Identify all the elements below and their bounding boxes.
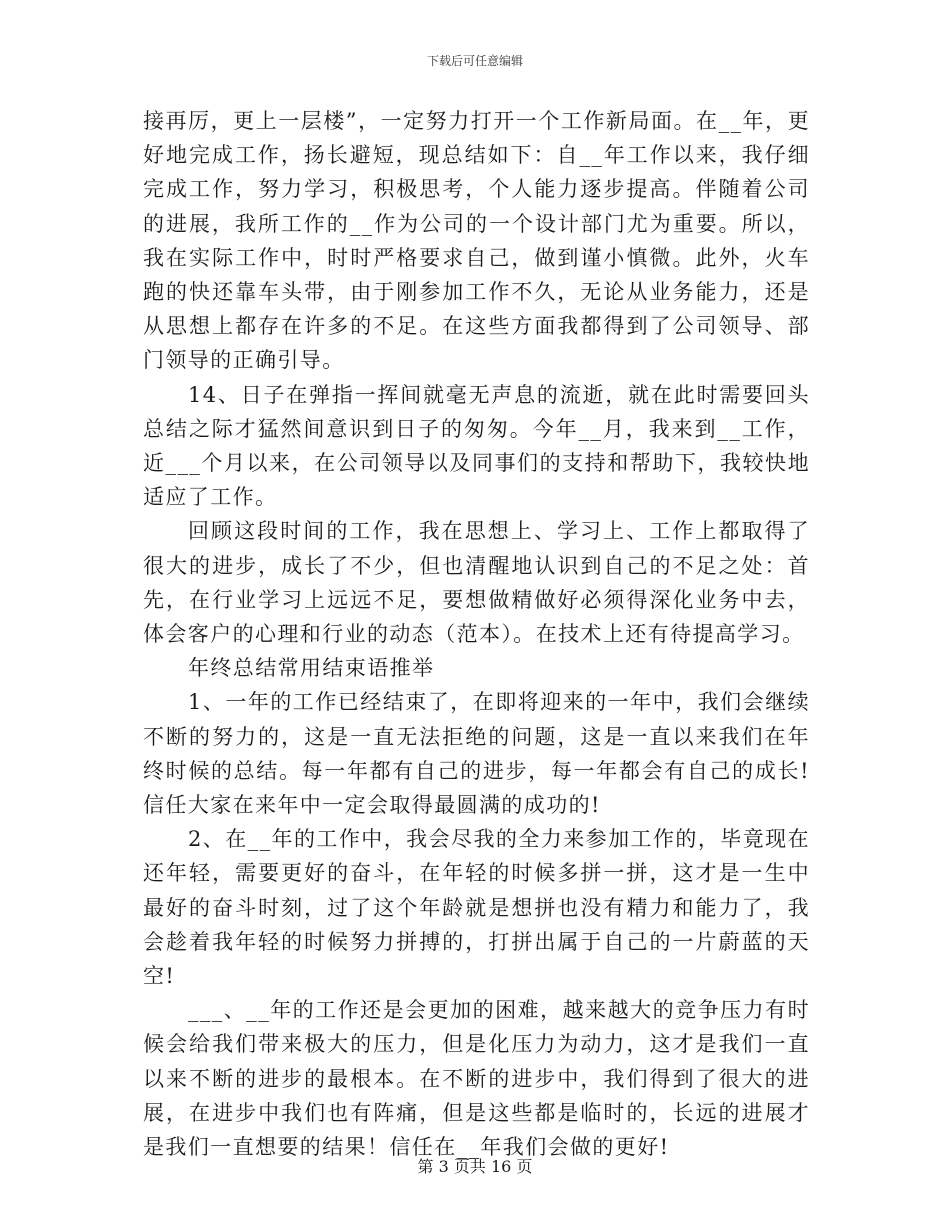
page-header: 下载后可任意编辑 bbox=[426, 54, 523, 68]
paragraph-4: 1、一年的工作已经结束了，在即将迎来的一年中，我们会继续不断的努力的，这是一直无法拒绝的问题，这是一直以来我们在年终时候的总结。每一年都有自己的进步，每一年都会有自己的成长!信任大家在来年中一定会取得最圆满的成功的! bbox=[143, 690, 810, 818]
paragraph-3: 回顾这段时间的工作，我在思想上、学习上、工作上都取得了很大的进步，成长了不少，但也清醒地认识到自己的不足之处：首先，在行业学习上远远不足，要想做精做好必须得深化业务中去，体会客户的心理和行业的动态（范本）。在技术上还有待提高学习。 bbox=[143, 519, 810, 647]
paragraph-1: 接再厉，更上一层楼”，一定努力打开一个工作新局面。在__年，更好地完成工作，扬长避短，现总结如下：自__年工作以来，我仔细完成工作，努力学习，积极思考，个人能力逐步提高。伴随着公司的进展，我所工作的__作为公司的一个设计部门尤为重要。所以，我在实际工作中，时时严格要求自己，做到谨小慎微。此外，火车跑的快还靠车头带，由于刚参加工作不久，无论从业务能力，还是从思想上都存在许多的不足。在这些方面我都得到了公司领导、部门领导的正确引导。 bbox=[143, 109, 810, 373]
paragraph-2: 14、日子在弹指一挥间就毫无声息的流逝，就在此时需要回头总结之际才猛然间意识到日子的匆匆。今年__月，我来到__工作，近___个月以来，在公司领导以及同事们的支持和帮助下，我较快地适应了工作。 bbox=[143, 382, 810, 510]
page-number: 第 3 页共 16 页 bbox=[417, 1157, 533, 1176]
paragraph-5: 2、在__年的工作中，我会尽我的全力来参加工作的，毕竟现在还年轻，需要更好的奋斗，在年轻的时候多拼一拼，这才是一生中最好的奋斗时刻，过了这个年龄就是想拼也没有精力和能力了，我会趁着我年轻的时候努力拼搏的，打拼出属于自己的一片蔚蓝的天空! bbox=[143, 827, 810, 989]
section-heading: 年终总结常用结束语推举 bbox=[188, 656, 435, 681]
document-body bbox=[143, 104, 810, 1164]
paragraph-6: ___、__年的工作还是会更加的困难，越来越大的竞争压力有时候会给我们带来极大的压力，但是化压力为动力，这才是我们一直以来不断的进步的最根本。在不断的进步中，我们得到了很大的进展，在进步中我们也有阵痛，但是这些都是临时的，长远的进展才是我们一直想要的结果！信任在__年我们会做的更好! bbox=[143, 998, 810, 1160]
